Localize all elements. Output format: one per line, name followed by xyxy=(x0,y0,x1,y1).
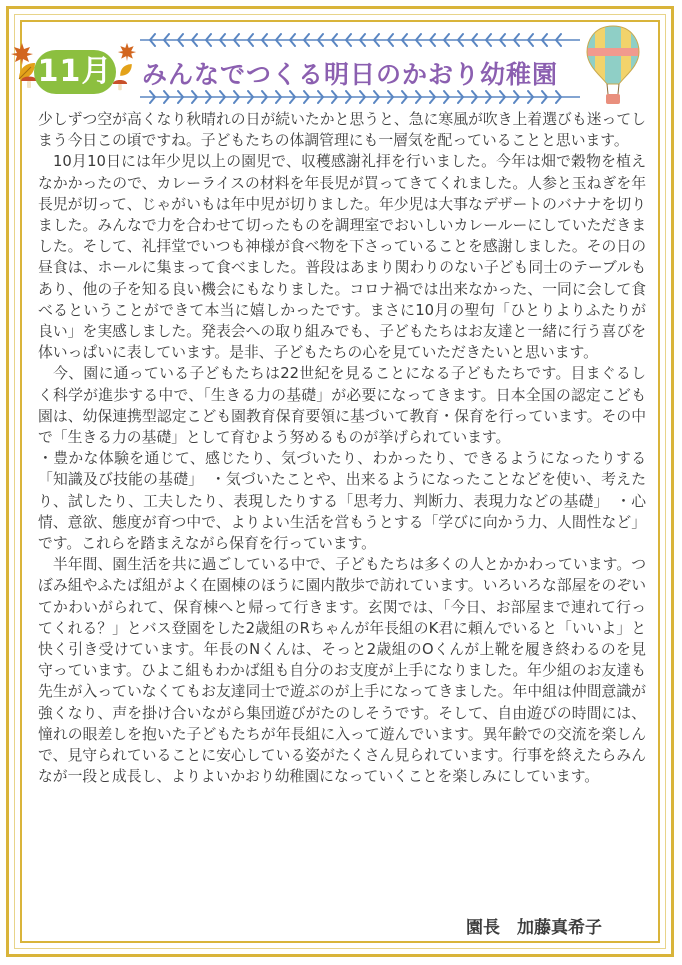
maple-leaf-icon xyxy=(117,42,137,62)
hot-air-balloon-icon xyxy=(585,24,641,106)
article-body xyxy=(38,109,646,788)
vine-ornament-bottom xyxy=(140,87,580,107)
principal-signature: 園長 加藤真希子 xyxy=(466,918,602,938)
month-badge: 11月 xyxy=(34,50,116,94)
paragraph-pillars-list: ・豊かな体験を通じて、感じたり、気づいたり、わかったり、できるようになったりする「知識及び技能の基礎」 ・気づいたことや、出来るようになったことなどを使い、考えたり、試したり、工夫したり、表現したりする「思考力、判断力、表現力などの基礎」 ・心情、意欲、態度が育つ中で、よりよい生活を営もうとする「学びに向かう力、人間性など」です。これらを踏まえながら保育を行っています。 xyxy=(38,450,646,553)
vine-ornament-top xyxy=(140,30,580,50)
paragraph-intro: 少しずつ空が高くなり秋晴れの日が続いたかと思うと、急に寒風が吹き上着選びも迷ってしまう今日この頃ですね。子どもたちの体調管理にも一層気を配っていることと思います。 xyxy=(38,111,646,150)
newsletter-title: みんなでつくる明日のかおり幼稚園 xyxy=(142,60,559,89)
paragraph-zest-for-living: 今、園に通っている子どもたちは22世紀を見ることになる子どもたちです。目まぐるしく科学が進歩する中で、「生きる力の基礎」が必要になってきます。日本全国の認定こども園は、幼保連携型認定こども園教育保育要領に基づいて教育・保育を行っています。その中で「生きる力の基礎」として育むよう努めるものが挙げられています。 xyxy=(38,365,646,447)
newsletter-header xyxy=(0,0,682,110)
paragraph-mixed-age-exchange: 半年間、園生活を共に過ごしている中で、子どもたちは多くの人とかかわっています。つぼみ組やふたば組がよく在園棟のほうに園内散歩で訪れています。いろいろな部屋をのぞいてかわいがられて、保育棟へと帰って行きます。玄関では、「今日、お部屋まで連れて行ってくれる？」とバス登園をした2歳組のRちゃんが年長組のK君に頼んでいると「いいよ」と快く引き受けています。年長のNくんは、そっと2歳組のOくんが上靴を履き終わるのを見守っています。ひよこ組もわかば組も自分のお支度が上手になりました。年少組のお友達も先生が入っていなくてもお友達同士で遊ぶのが上手になってきました。年中組は仲間意識が強くなり、声を掛け合いながら集団遊びがたのしそうです。そして、自由遊びの時間には、憧れの眼差しを抱いた子どもたちが年長組に入って遊んでいます。異年齢での交流を楽しんで、見守られていることに安心している姿がたくさん見られています。行事を終えたらみんなが一段と成長し、よりよいかおり幼稚園になっていくことを楽しみにしています。 xyxy=(38,556,646,786)
paragraph-harvest-service: 10月10日には年少児以上の園児で、収穫感謝礼拝を行いました。今年は畑で穀物を植えなかかったので、カレーライスの材料を年長児が買ってきてくれました。人参と玉ねぎを年長児が切って、じゃがいもは年中児が切りました。年少児は大事なデザートのバナナを切りました。みんなで力を合わせて切ったものを調理室でおいしいカレールーにしていただきました。そして、礼拝堂でいつも神様が食べ物を下さっていることを感謝しました。その日の昼食は、ホールに集まって食べました。普段はあまり関わりのない子ども同士のテーブルもあり、他の子を知る良い機会にもなりました。コロナ禍では出来なかった、一同に会して食べるということができて本当に嬉しかったです。まさに10月の聖句「ひとりよりふたりが良い」を実感しました。発表会への取り組みでも、子どもたちはお友達と一緒に行う喜びを体いっぱいに表しています。是非、子どもたちの心を見ていただきたいと思います。 xyxy=(38,153,646,362)
